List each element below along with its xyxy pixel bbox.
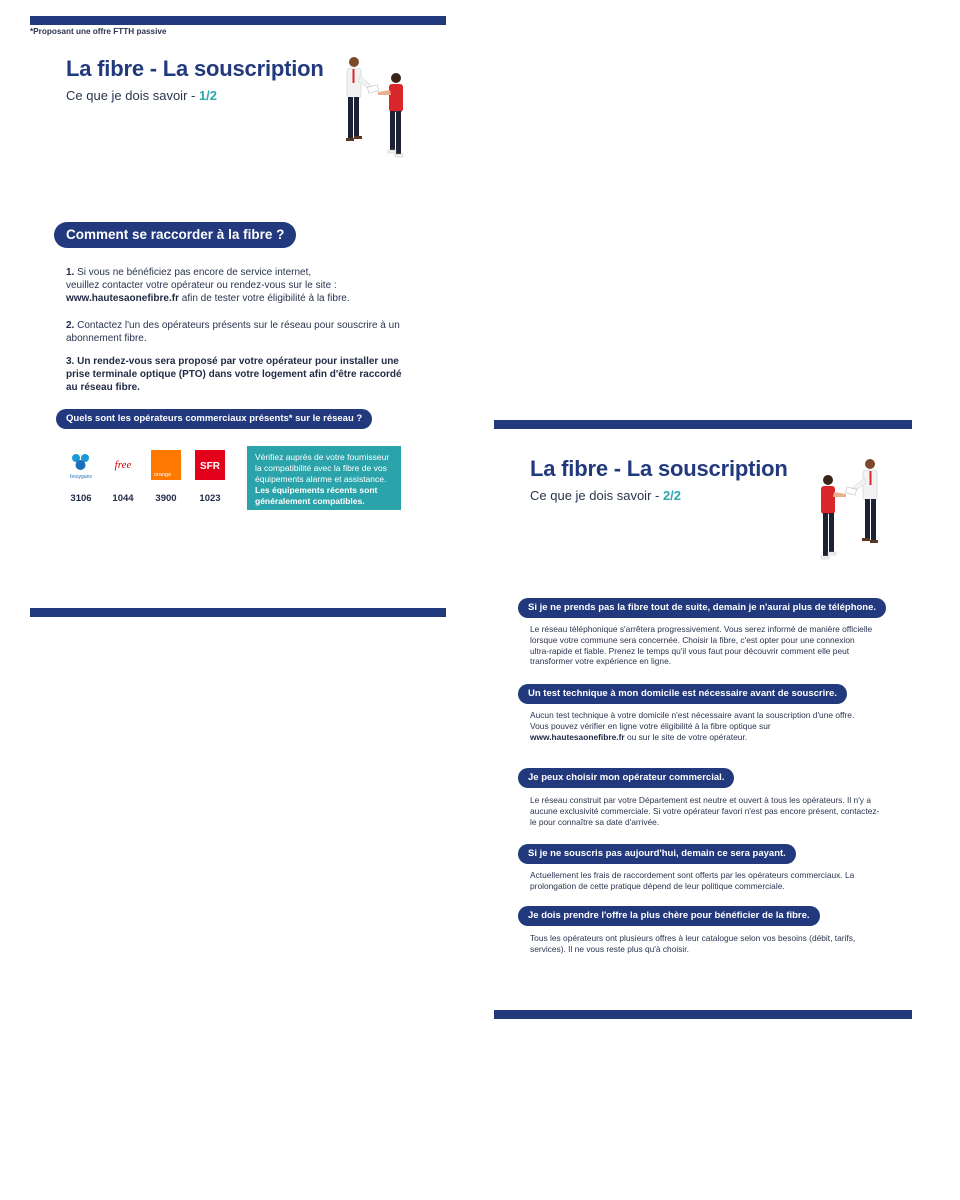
- myth-heading-5: Je dois prendre l'offre la plus chère pour bénéficier de la fibre.: [518, 906, 820, 926]
- sfr-count: 1023: [199, 493, 221, 504]
- myth-text-1: Le réseau téléphonique s'arrêtera progressivement. Vous serez informé de manière officielle lorsque votre commune sera concernée. Choisir la fibre, c'est opter pour une connexion ultra-rapide et fiable. Prenez le temps qu'il vous faut pour découvrir comment elle peut transformer votre expérience en ligne.: [530, 624, 873, 667]
- page-title: La fibre - La souscription: [530, 456, 788, 481]
- free-logo-text: free: [114, 459, 132, 471]
- page-title: La fibre - La souscription: [66, 56, 324, 81]
- website-link[interactable]: www.hautesaonefibre.fr: [530, 731, 625, 742]
- document-page-1: [30, 16, 446, 616]
- subtitle-text: Ce que je dois savoir -: [530, 488, 663, 503]
- page-subtitle: [530, 488, 681, 503]
- bottom-bar: [30, 608, 446, 617]
- myth-heading-3: Je peux choisir mon opérateur commercial.: [518, 768, 734, 788]
- step-2-paragraph: 2. Contactez l'un des opérateurs présents sur le réseau pour souscrire à un abonnement fibre.: [66, 320, 400, 344]
- myth-heading-4: Si je ne souscris pas aujourd'hui, demain ce sera payant.: [518, 844, 796, 864]
- bouygues-logo-text: bouygues: [70, 474, 92, 480]
- handshake-illustration-icon: [804, 456, 894, 568]
- orange-count: 3900: [155, 493, 177, 504]
- myth-text-3: Le réseau construit par votre Département est neutre et ouvert à tous les opérateurs. Il n'y a aucune exclusivité commerciale. Si votre opérateur favori n'est pas encore présent, contactez-le pour connaître sa date d'arrivée.: [530, 795, 880, 827]
- step-3-paragraph: 3. Un rendez-vous sera proposé par votre opérateur pour installer une prise terminale optique (PTO) dans votre logement afin d'être raccordé au réseau fibre.: [66, 356, 402, 393]
- bottom-bar: [494, 1010, 912, 1019]
- top-bar: [494, 420, 912, 429]
- sfr-logo-text: SFR: [200, 461, 220, 472]
- compatibility-notice-box: Vérifiez auprès de votre fournisseur la compatibilité avec la fibre de vos équipements alarme et assistance. Les équipements récents sont généralement compatibles.: [247, 446, 401, 510]
- bouygues-logo-icon: [66, 450, 96, 480]
- myth-text-4: Actuellement les frais de raccordement sont offerts par les opérateurs commerciaux. La prolongation de cette pratique dépend de leur politique commerciale.: [530, 870, 855, 891]
- free-logo-icon: [108, 450, 138, 480]
- myth-heading-2: Un test technique à mon domicile est nécessaire avant de souscrire.: [518, 684, 847, 704]
- myth-text-5: Tous les opérateurs ont plusieurs offres à leur catalogue selon vos besoins (débit, tarifs, services). Il ne vous reste plus qu'à choisir.: [530, 933, 856, 954]
- free-count: 1044: [112, 493, 134, 504]
- orange-logo-text: orange: [154, 472, 172, 478]
- bouygues-count: 3106: [70, 493, 92, 504]
- orange-logo-icon: [151, 450, 181, 480]
- myth-text-2: Aucun test technique à votre domicile n'est nécessaire avant la souscription d'une offre. Vous pouvez vérifier en ligne votre éligibilité à la fibre optique sur www.hautesaonefibre.fr ou sur le site de votre opérateur.: [530, 710, 855, 742]
- operators-heading-pill: Quels sont les opérateurs commerciaux présents* sur le réseau ?: [56, 409, 372, 429]
- page-number: 1/2: [198, 88, 218, 103]
- sfr-logo-icon: [195, 450, 225, 480]
- page-number: 2/2: [662, 488, 682, 503]
- subtitle-text: Ce que je dois savoir -: [66, 88, 199, 103]
- document-page-2: [494, 420, 912, 1020]
- myth-heading-1: Si je ne prends pas la fibre tout de suite, demain je n'aurai plus de téléphone.: [518, 598, 886, 618]
- top-bar: [30, 16, 446, 25]
- section-heading-pill: Comment se raccorder à la fibre ?: [54, 222, 296, 248]
- footnote: *Proposant une offre FTTH passive: [30, 26, 167, 36]
- step-1-paragraph: 1. Si vous ne bénéficiez pas encore de service internet, veuillez contacter votre opérateur ou rendez-vous sur le site : www.hautesaonefibre.fr afin de tester votre éligibilité à la fibre.: [66, 267, 350, 304]
- handshake-illustration-icon: [330, 54, 420, 166]
- website-link[interactable]: www.hautesaonefibre.fr: [66, 293, 179, 304]
- page-subtitle: [66, 88, 217, 103]
